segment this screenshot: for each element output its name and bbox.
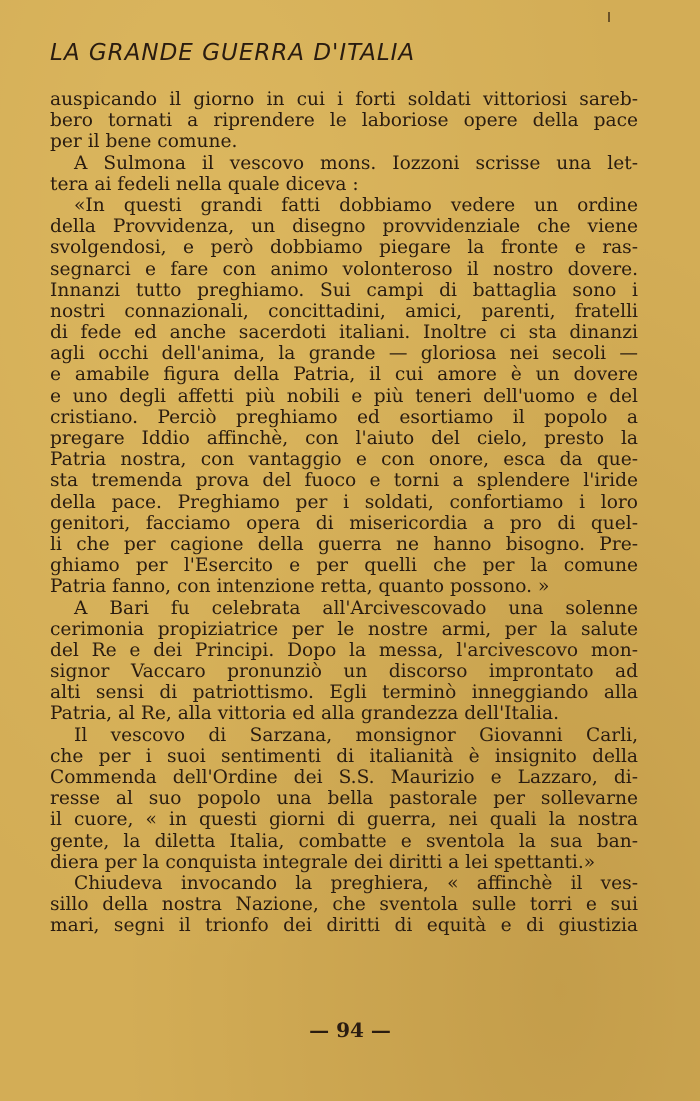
text-line: e uno degli affetti più nobili e più teneri dell'uomo e del xyxy=(50,385,638,407)
text-line: auspicando il giorno in cui i forti soldati vittoriosi sareb- xyxy=(50,89,638,110)
text-line: agli occhi dell'anima, la grande — gloriosa nei secoli — xyxy=(50,343,638,365)
text-line: nostri connazionali, concittadini, amici, parenti, fratelli xyxy=(50,300,638,322)
text-line: sillo della nostra Nazione, che sventola sulle torri e sui xyxy=(50,894,638,916)
text-line: della pace. Preghiamo per i soldati, confortiamo i loro xyxy=(50,491,638,513)
text-line: Patria, al Re, alla vittoria ed alla grandezza dell'Italia. xyxy=(50,703,559,725)
page-number: — 94 — xyxy=(309,1018,391,1042)
text-line: A Sulmona il vescovo mons. Iozzoni scrisse una let- xyxy=(74,152,638,174)
text-line: Patria fanno, con intenzione retta, quanto possono. » xyxy=(50,576,550,598)
body-text xyxy=(50,89,638,937)
text-line: di fede ed anche sacerdoti italiani. Inoltre ci sta dinanzi xyxy=(50,322,638,344)
text-line: e amabile figura della Patria, il cui amore è un dovere xyxy=(50,364,638,386)
page-edge-mark xyxy=(608,12,610,22)
text-line: il cuore, « in questi giorni di guerra, nei quali la nostra xyxy=(50,809,638,831)
text-line: del Re e dei Principi. Dopo la messa, l'arcivescovo mon- xyxy=(50,639,638,661)
text-line: bero tornati a riprendere le laboriose opere della pace xyxy=(50,110,638,132)
text-line: A Bari fu celebrata all'Arcivescovado una solenne xyxy=(74,597,638,619)
text-line: cristiano. Perciò preghiamo ed esortiamo il popolo a xyxy=(50,406,638,428)
text-line: signor Vaccaro pronunziò un discorso improntato ad xyxy=(50,661,638,683)
text-line: tera ai fedeli nella quale diceva : xyxy=(50,173,359,195)
text-line: resse al suo popolo una bella pastorale per sollevarne xyxy=(50,788,638,810)
text-line: Patria nostra, con vantaggio e con onore, esca da que- xyxy=(50,449,638,471)
text-line: «In questi grandi fatti dobbiamo vedere un ordine xyxy=(74,194,638,216)
text-line: alti sensi di patriottismo. Egli terminò inneggiando alla xyxy=(50,682,638,704)
text-line: pregare Iddio affinchè, con l'aiuto del cielo, presto la xyxy=(50,428,638,449)
text-line: Commenda dell'Ordine dei S.S. Maurizio e Lazzaro, di- xyxy=(50,767,638,788)
text-line: svolgendosi, e però dobbiamo piegare la fronte e ras- xyxy=(50,237,638,259)
text-line: segnarci e fare con animo volonteroso il nostro dovere. xyxy=(50,258,638,280)
text-line: Innanzi tutto preghiamo. Sui campi di battaglia sono i xyxy=(50,279,638,301)
text-line: sta tremenda prova del fuoco e torni a splendere l'iride xyxy=(50,470,638,492)
text-line: ghiamo per l'Esercito e per quelli che per la comune xyxy=(50,555,638,577)
text-line: che per i suoi sentimenti di italianità è insignito della xyxy=(50,745,638,767)
text-line: della Provvidenza, un disegno provvidenziale che viene xyxy=(50,216,638,238)
text-line: gente, la diletta Italia, combatte e sventola la sua ban- xyxy=(50,830,638,852)
text-line: Chiudeva invocando la preghiera, « affinchè il ves- xyxy=(74,872,638,894)
text-line: per il bene comune. xyxy=(50,131,238,153)
text-line: mari, segni il trionfo dei diritti di equità e di giustizia xyxy=(50,915,638,937)
text-line: cerimonia propiziatrice per le nostre armi, per la salute xyxy=(50,618,638,640)
running-head: LA GRANDE GUERRA D'ITALIA xyxy=(50,40,416,66)
text-line: diera per la conquista integrale dei diritti a lei spettanti.» xyxy=(50,851,596,873)
text-line: li che per cagione della guerra ne hanno bisogno. Pre- xyxy=(50,533,638,555)
text-line: Il vescovo di Sarzana, monsignor Giovanni Carli, xyxy=(74,724,638,746)
text-line: genitori, facciamo opera di misericordia a pro di quel- xyxy=(50,512,638,534)
